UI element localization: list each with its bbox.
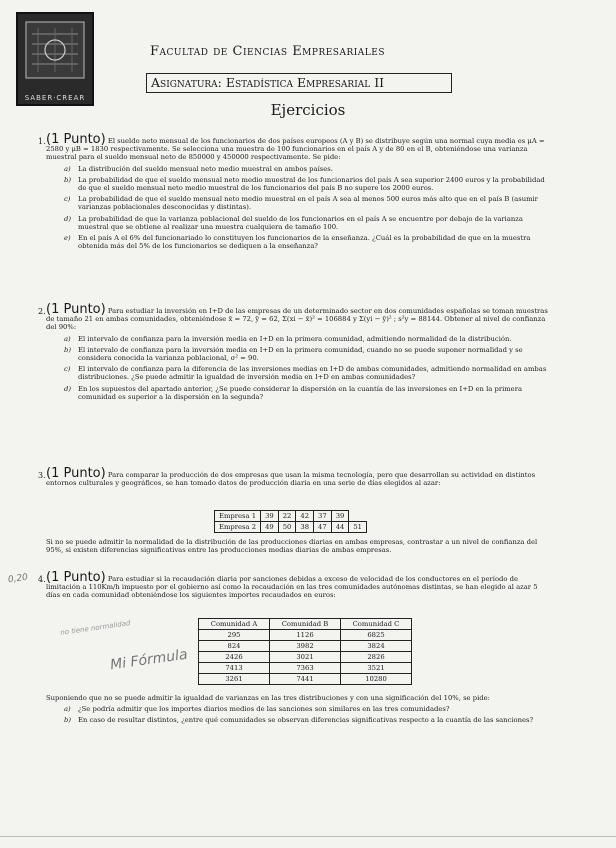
item-list bbox=[64, 165, 552, 251]
table-row: Empresa 2 49 50 38 47 44 51 bbox=[215, 522, 367, 533]
list-item: d) La probabilidad de que la varianza poblacional del sueldo de los funcionarios en el país A se encuentre por debajo de la varianza muestral que se obtiene al realizar una muestra cualquiera de tamaño 100. bbox=[64, 214, 523, 231]
table-row: 7413 7363 3521 bbox=[199, 663, 412, 674]
list-item: a) ¿Se podría admitir que los importes diarios medios de las sanciones son similares en las tres comunidades? bbox=[64, 705, 450, 714]
page-edge-divider bbox=[0, 836, 616, 837]
logo-caption: SABER·CREAR bbox=[24, 94, 86, 102]
problem-points: (1 Punto) bbox=[46, 570, 106, 585]
problem-statement: Para estudiar si la recaudación diaria por sanciones debidas a exceso de velocidad de los conductores en el período de limitación a 110Km/h impuesto por el gobierno así como la recaudación en las tres comunidades autónomas distintas, se han elegido al azar 5 días en cada comunidad obteniéndose los siguientes importes recaudados en euros: bbox=[46, 575, 538, 600]
page-title: Ejercicios bbox=[270, 101, 346, 119]
list-item: b) La probabilidad de que el sueldo mensual neto medio muestral de los funcionarios del país A sea superior 2400 euros y la probabilidad de que el sueldo mensual neto medio muestral de los funcionarios del país B no supere los 2000 euros. bbox=[64, 175, 545, 193]
problem-number: 3. bbox=[38, 471, 46, 480]
problem-points: (1 Punto) bbox=[46, 132, 106, 147]
subject-box: Asignatura: Estadística Empresarial II bbox=[146, 73, 452, 93]
faculty-name: Facultad de Ciencias Empresariales bbox=[150, 44, 386, 59]
problem-3-question: Si no se puede admitir la normalidad de la distribución de las producciones diarias en ambas empresas, contrastar a un nivel de confianza del 95%, si existen diferencias significativas entre las producciones medias diarias de ambas empresas. bbox=[46, 538, 538, 555]
problem-statement: Para estudiar la inversión en I+D de las empresas de un determinado sector en dos comunidades españolas se toman muestras de tamaño 21 en ambas comunidades, obteniéndose x̄ = 72, ȳ = 62, Σ(xi − x̄)² = 106884 y Σ(yi − ȳ)² ; s²y = 88144. Obtener al nivel de confianza del 90%: bbox=[46, 307, 548, 332]
problem-4 bbox=[38, 570, 552, 600]
production-table bbox=[214, 510, 367, 533]
handwritten-note: Mi Fórmula bbox=[109, 646, 189, 674]
problem-points: (1 Punto) bbox=[46, 466, 106, 481]
table-header: Comunidad A Comunidad B Comunidad C bbox=[199, 619, 412, 630]
table-row: 295 1126 6825 bbox=[199, 630, 412, 641]
table-row: 3261 7441 10280 bbox=[199, 674, 412, 685]
problem-statement: El sueldo neto mensual de los funcionarios de dos países europeos (A y B) se distribuye según una normal cuya media es μA = 2580 y μB = 1830 respectivamente. Se selecciona una muestra de 100 funcionarios en el país A y de 80 en el B, obteniéndose una varianza muestral para el sueldo mensual neto de 850000 y 450000 respectivamente. Se pide: bbox=[46, 137, 545, 162]
table-row: 824 3982 3824 bbox=[199, 641, 412, 652]
sanctions-table bbox=[198, 618, 412, 685]
list-item: d) En los supuestos del apartado anterior, ¿Se puede considerar la dispersión en la cuantía de las inversiones en I+D en la primera comunidad es superior a la dispersión en la segunda? bbox=[64, 384, 523, 401]
problem-points: (1 Punto) bbox=[46, 302, 106, 317]
list-item: b) El intervalo de confianza para la inversión media en I+D en la primera comunidad, cuando no se puede suponer normalidad y se considera conocida la varianza poblacional, σ² = 90. bbox=[64, 345, 523, 363]
university-logo bbox=[16, 12, 94, 106]
crest-icon bbox=[18, 14, 92, 86]
item-list bbox=[64, 705, 552, 724]
list-item: c) El intervalo de confianza para la diferencia de las inversiones medias en I+D de ambas comunidades, admitiendo normalidad en ambas distribuciones. ¿Se puede admitir la igualdad de inversión media en I+D en ambas comunidades? bbox=[64, 365, 547, 382]
handwritten-note: no tiene normalidad bbox=[59, 619, 131, 637]
problem-4-question: Suponiendo que no se puede admitir la igualdad de varianzas en las tres distribuciones y con una significación del 10%, se pide: a) ¿Se podría admitir que los importes diarios medios de las sanciones son similares en las tres comunidades? b) En caso de resultar distintos, ¿entre qué comunidades se observan diferencias significativas respecto a la cuantía de las sanciones? bbox=[46, 694, 552, 728]
problem-2 bbox=[38, 302, 552, 404]
list-item: e) En el país A el 6% del funcionariado lo constituyen los funcionarios de la enseñanza. ¿Cuál es la probabilidad de que en la muestra obtenida más del 5% de los funcionarios se dediquen a la enseñanza? bbox=[64, 234, 531, 251]
list-item: a) La distribución del sueldo mensual neto medio muestral en ambos países. bbox=[64, 164, 333, 173]
list-item: c) La probabilidad de que el sueldo mensual neto medio muestral en el país A sea al menos 500 euros más alto que en el país B (asumir varianzas poblacionales desconocidas y distintas). bbox=[64, 195, 538, 212]
table-row: Empresa 1 39 22 42 37 39 bbox=[215, 511, 367, 522]
item-list bbox=[64, 335, 552, 401]
list-item: a) El intervalo de confianza para la inversión media en I+D en la primera comunidad, admitiendo normalidad de la distribución. bbox=[64, 334, 512, 343]
problem-number: 1. bbox=[38, 137, 46, 146]
problem-3 bbox=[38, 466, 552, 488]
problem-number: 2. bbox=[38, 307, 46, 316]
problem-number: 4. bbox=[38, 575, 46, 584]
problem-statement: Para comparar la producción de dos empresas que usan la misma tecnología, pero que desarrollan su actividad en distintos entornos culturales y geográficos, se han tomado datos de producción diaria en una serie de días elegidos al azar: bbox=[46, 471, 536, 488]
list-item: b) En caso de resultar distintos, ¿entre qué comunidades se observan diferencias significativas respecto a la cuantía de las sanciones? bbox=[64, 716, 534, 725]
table-row: 2426 3021 2826 bbox=[199, 652, 412, 663]
margin-note: 0,20 bbox=[7, 572, 29, 586]
problem-1 bbox=[38, 132, 552, 253]
